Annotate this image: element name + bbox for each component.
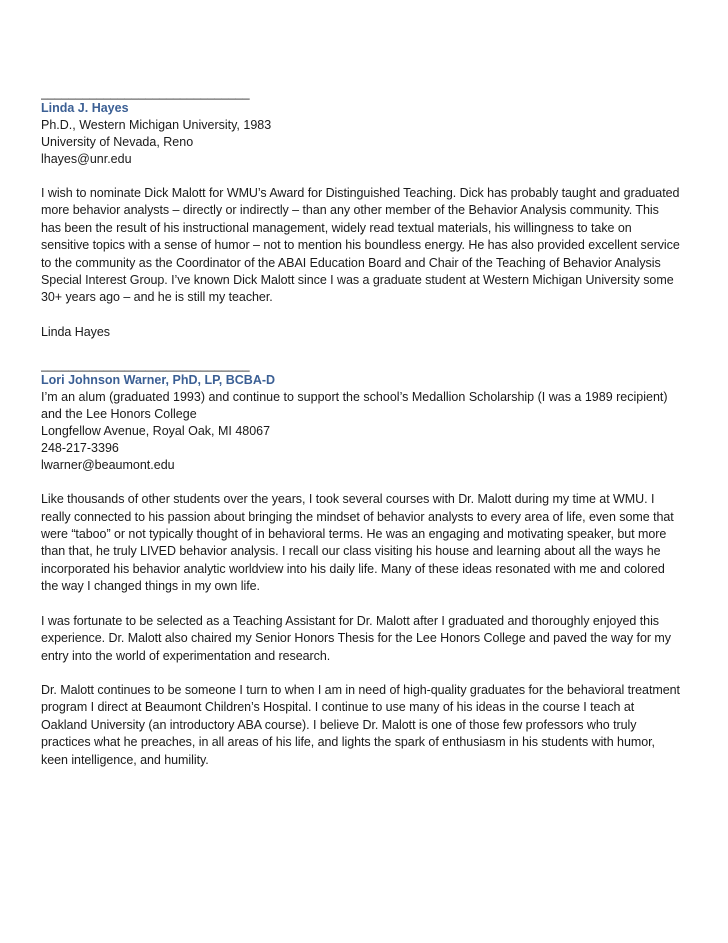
nominator-affiliation: University of Nevada, Reno — [41, 135, 194, 149]
nominator-background-cont: and the Lee Honors College — [41, 407, 197, 422]
nominator-phone: 248-217-3396 — [41, 441, 119, 456]
nominator-name: Linda J. Hayes — [41, 101, 129, 115]
document-page — [41, 86, 681, 769]
nominator-credential: Ph.D., Western Michigan University, 1983 — [41, 118, 272, 132]
nomination-paragraph: I wish to nominate Dick Malott for WMU’s Award for Distinguished Teaching. Dick has probably taught and graduated more behavior analysts – directly or indirectly – than any other member of the Behavior Analysis community. This has been the result of his instructional management, widely read textual materials, his willingness to take on sensitive topics with a sense of humor – not to mention his boundless energy. He has also provided excellent service to the community as the Coordinator of the ABAI Education Board and Chair of the Teaching of Behavior Analysis Special Interest Group. I’ve known Dick Malott since I was a graduate student at Western Michigan University some 30+ years ago – and he is still my teacher. — [41, 186, 680, 305]
nomination-paragraph: Like thousands of other students over the years, I took several courses with Dr. Malott during my time at WMU. I really connected to his passion about bringing the mindset of behavior analysts to every area of life, even some that were “taboo” or not typically thought of in behavioral terms. He was an engaging and motivating speaker, but more than that, he truly LIVED behavior analysis. I recall our class visiting his house and learning about all the ways he incorporated his behavior analytic worldview into his daily life. Many of these ideas resonated with me and colored the way I changed things in my own life. — [41, 492, 674, 594]
nomination-signature: Linda Hayes — [41, 324, 110, 339]
nominator-email: lwarner@beaumont.edu — [41, 458, 175, 473]
nominator-email: lhayes@unr.edu — [41, 152, 132, 166]
nomination-paragraph: I was fortunate to be selected as a Teaching Assistant for Dr. Malott after I graduated and thoroughly enjoyed this experience. Dr. Malott also chaired my Senior Honors Thesis for the Lee Honors College and paved the way for my entry into the world of experimentation and research. — [41, 613, 671, 663]
separator-line: ______________________________ — [41, 86, 250, 100]
nominator-name: Lori Johnson Warner, PhD, LP, BCBA-D — [41, 373, 276, 388]
nomination-entry — [41, 86, 681, 358]
nomination-paragraph: Dr. Malott continues to be someone I turn to when I am in need of high-quality graduates for the behavioral treatment program I direct at Beaumont Children’s Hospital. I continue to use many of his ideas in the course I teach at Oakland University (an introductory ABA course). I believe Dr. Malott is one of those few professors who truly practices what he preaches, in all areas of his life, and lights the spark of enthusiasm in his students with humor, keen intelligence, and humility. — [41, 682, 680, 767]
nomination-entry — [41, 358, 681, 769]
separator-line: ______________________________ — [41, 358, 250, 373]
nominator-background: I’m an alum (graduated 1993) and continue to support the school’s Medallion Scholarship (I was a 1989 recipient) — [41, 390, 668, 405]
nominator-address: Longfellow Avenue, Royal Oak, MI 48067 — [41, 424, 271, 439]
